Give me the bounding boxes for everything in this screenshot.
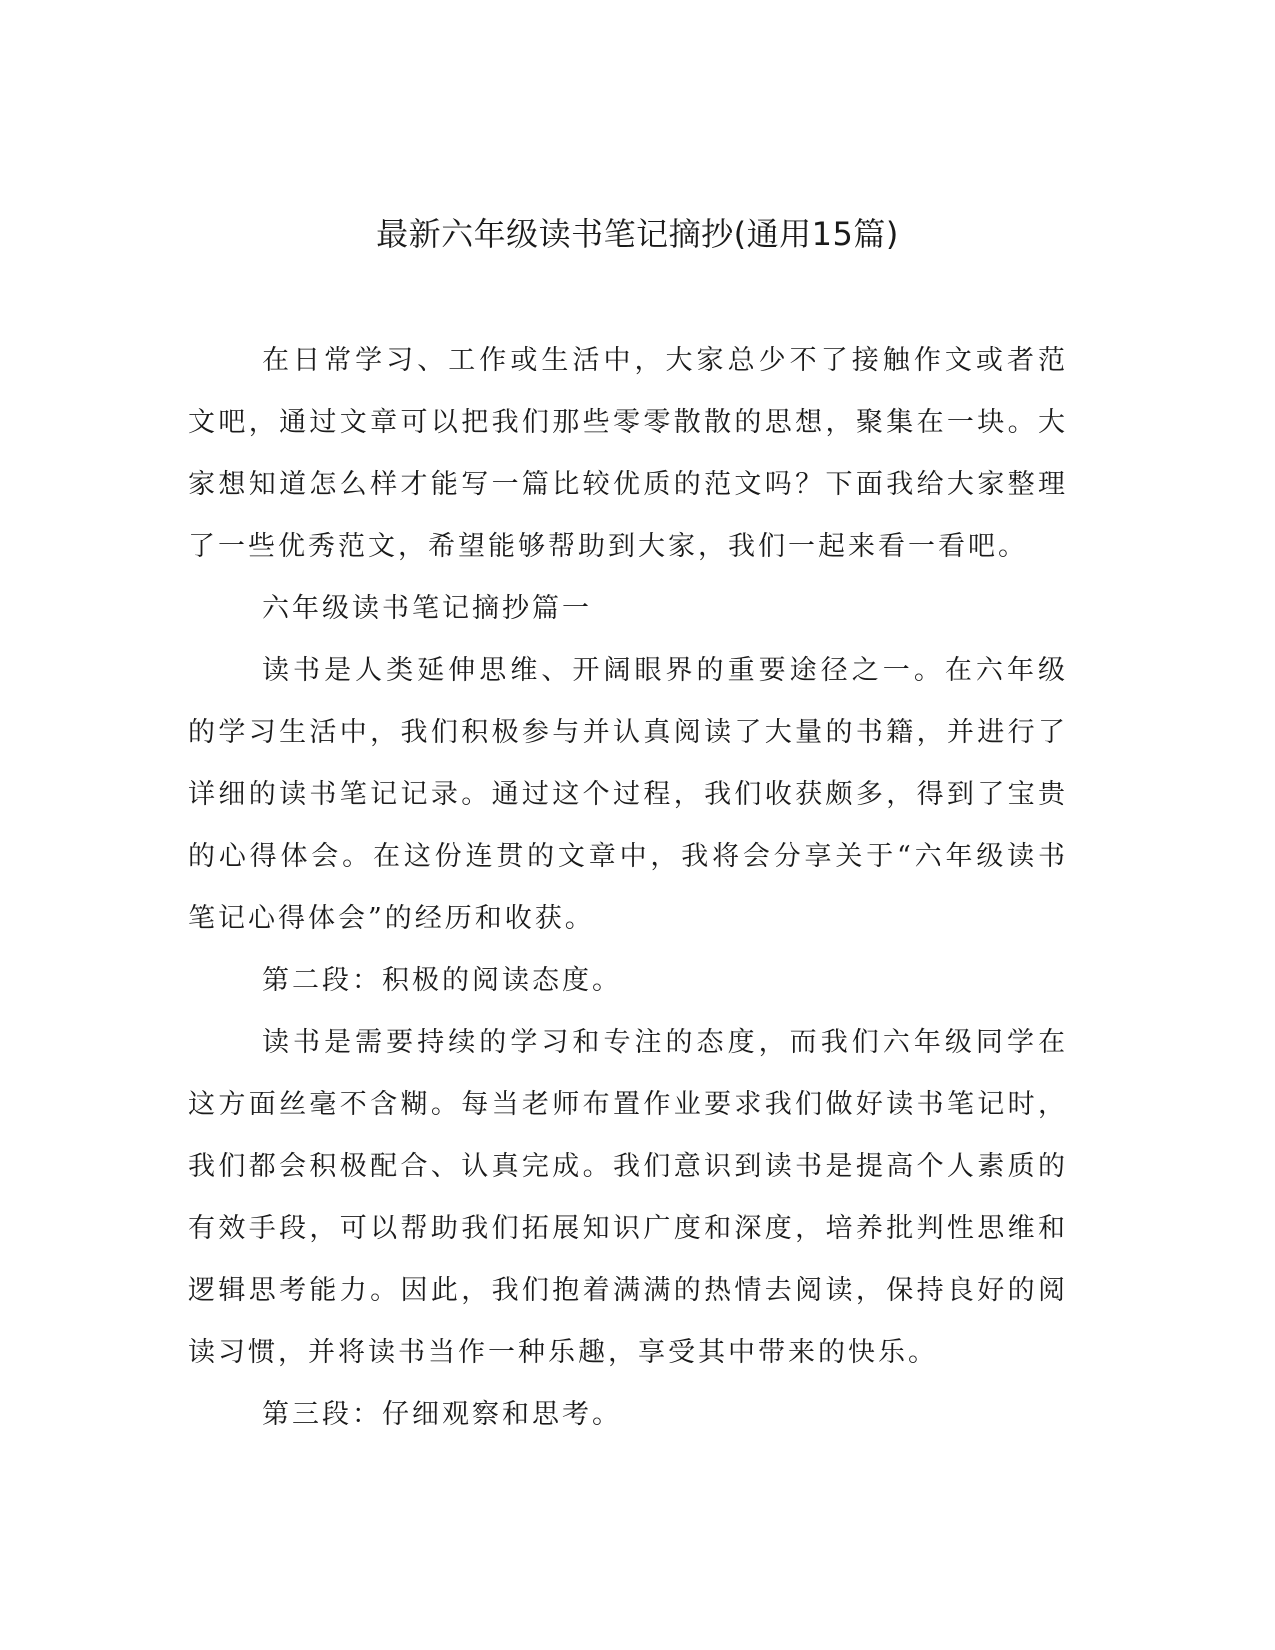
section-heading-3: 第三段：仔细观察和思考。 (262, 1399, 622, 1430)
body-paragraph-1: 读书是人类延伸思维、开阔眼界的重要途径之一。在六年级的学习生活中，我们积极参与并认真阅读了大量的书籍，并进行了详细的读书笔记记录。通过这个过程，我们收获颇多，得到了宝贵的心得体会。在这份连贯的文章中，我将会分享关于“六年级读书笔记心得体会”的经历和收获。 (188, 655, 1068, 934)
body-paragraph-2: 读书是需要持续的学习和专注的态度，而我们六年级同学在这方面丝毫不含糊。每当老师布置作业要求我们做好读书笔记时，我们都会积极配合、认真完成。我们意识到读书是提高个人素质的有效手段，可以帮助我们拓展知识广度和深度，培养批判性思维和逻辑思考能力。因此，我们抱着满满的热情去阅读，保持良好的阅读习惯，并将读书当作一种乐趣，享受其中带来的快乐。 (188, 1027, 1068, 1368)
section-heading-1: 六年级读书笔记摘抄篇一 (262, 593, 592, 624)
section-heading-2: 第二段：积极的阅读态度。 (262, 965, 622, 996)
intro-paragraph: 在日常学习、工作或生活中，大家总少不了接触作文或者范文吧，通过文章可以把我们那些零零散散的思想，聚集在一块。大家想知道怎么样才能写一篇比较优质的范文吗？下面我给大家整理了一些优秀范文，希望能够帮助到大家，我们一起来看一看吧。 (188, 345, 1068, 562)
document-title: 最新六年级读书笔记摘抄(通用15篇) (376, 215, 899, 253)
document-body (188, 330, 1068, 1446)
